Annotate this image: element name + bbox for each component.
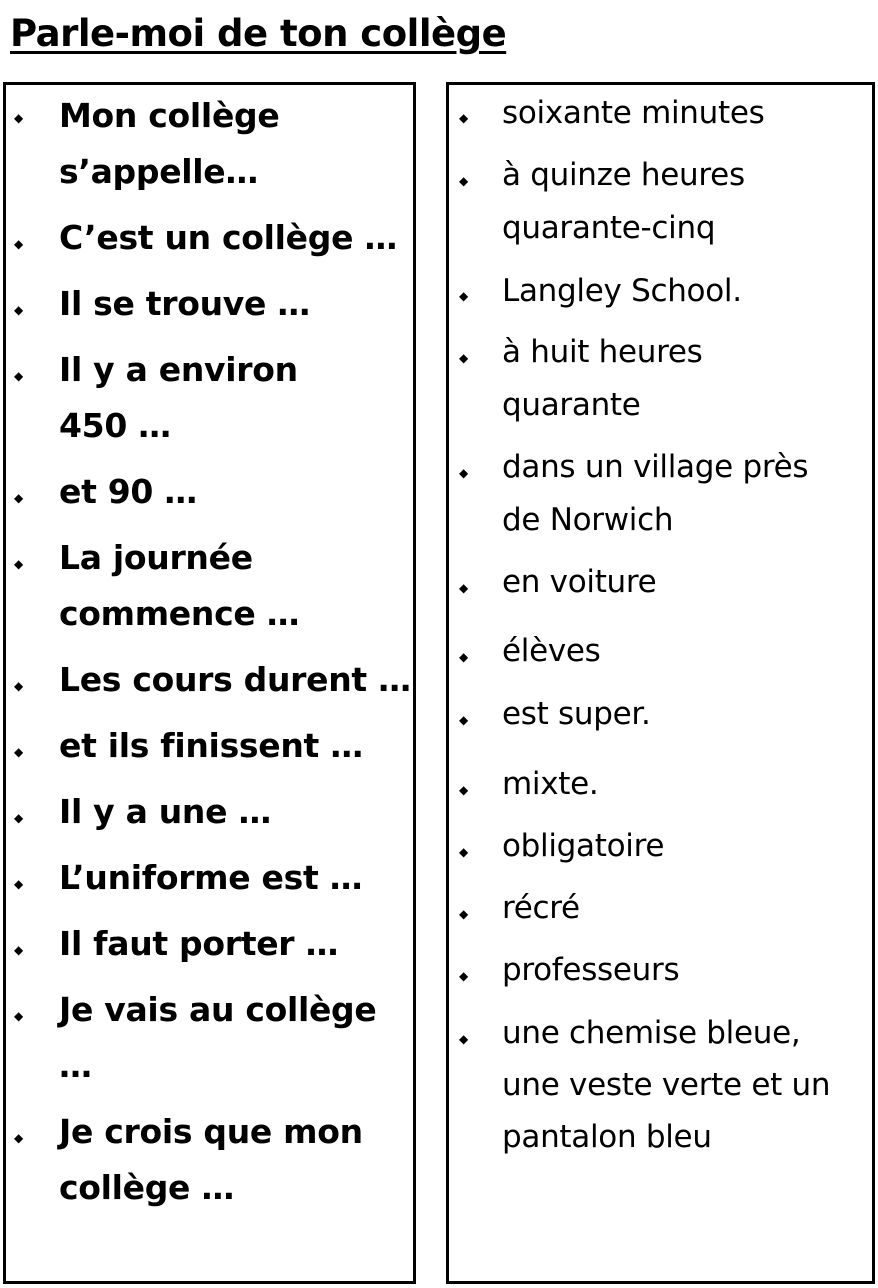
bullet-icon: ◆ — [459, 845, 469, 859]
prompt-item: C’est un collège … — [59, 218, 398, 257]
prompt-item: Je vais au collège — [59, 990, 377, 1029]
answer-item: quarante — [502, 387, 641, 423]
prompt-item: 450 … — [59, 406, 171, 445]
answer-item: à huit heures — [502, 334, 703, 370]
prompt-item: Je crois que mon — [59, 1112, 363, 1151]
bullet-icon: ◆ — [14, 811, 24, 825]
prompt-item: Il faut porter … — [59, 924, 339, 963]
answer-item: de Norwich — [502, 502, 674, 538]
prompt-item: commence … — [59, 594, 300, 633]
bullet-icon: ◆ — [459, 111, 469, 125]
bullet-icon: ◆ — [14, 111, 24, 125]
bullet-icon: ◆ — [14, 303, 24, 317]
answer-item: est super. — [502, 696, 651, 732]
answer-item: professeurs — [502, 952, 680, 988]
bullet-icon: ◆ — [14, 237, 24, 251]
prompt-item: s’appelle… — [59, 152, 259, 191]
answer-item: mixte. — [502, 766, 599, 802]
bullet-icon: ◆ — [459, 351, 469, 365]
bullet-icon: ◆ — [459, 174, 469, 188]
prompt-item: et ils finissent … — [59, 726, 363, 765]
answer-item: élèves — [502, 633, 601, 669]
bullet-icon: ◆ — [459, 969, 469, 983]
answer-item: quarante-cinq — [502, 210, 716, 246]
prompt-item: Il y a environ — [59, 350, 298, 389]
answer-item: soixante minutes — [502, 95, 765, 131]
answer-item: une chemise bleue, — [502, 1015, 801, 1051]
bullet-icon: ◆ — [459, 907, 469, 921]
bullet-icon: ◆ — [459, 581, 469, 595]
bullet-icon: ◆ — [459, 713, 469, 727]
answer-item: en voiture — [502, 564, 657, 600]
prompt-item: et 90 … — [59, 472, 197, 511]
bullet-icon: ◆ — [14, 1131, 24, 1145]
prompt-item: Il y a une … — [59, 792, 272, 831]
prompt-item: Mon collège — [59, 96, 280, 135]
bullet-icon: ◆ — [14, 1009, 24, 1023]
prompt-item: Les cours durent … — [59, 660, 411, 699]
answer-item: dans un village près — [502, 449, 809, 485]
bullet-icon: ◆ — [459, 650, 469, 664]
bullet-icon: ◆ — [459, 289, 469, 303]
prompt-item: La journée — [59, 538, 253, 577]
answer-item: à quinze heures — [502, 157, 745, 193]
answer-item: récré — [502, 890, 580, 926]
bullet-icon: ◆ — [14, 679, 24, 693]
bullet-icon: ◆ — [459, 466, 469, 480]
prompt-item: … — [59, 1046, 92, 1085]
bullet-icon: ◆ — [14, 369, 24, 383]
prompt-item: collège … — [59, 1168, 235, 1207]
answer-item: obligatoire — [502, 828, 665, 864]
answer-item: Langley School. — [502, 273, 742, 309]
page-title: Parle-moi de ton collège — [10, 12, 507, 55]
bullet-icon: ◆ — [14, 943, 24, 957]
bullet-icon: ◆ — [14, 745, 24, 759]
bullet-icon: ◆ — [459, 1032, 469, 1046]
prompt-item: Il se trouve … — [59, 284, 310, 323]
bullet-icon: ◆ — [14, 557, 24, 571]
prompt-item: L’uniforme est … — [59, 858, 363, 897]
answer-item: pantalon bleu — [502, 1119, 712, 1155]
bullet-icon: ◆ — [459, 783, 469, 797]
bullet-icon: ◆ — [14, 491, 24, 505]
bullet-icon: ◆ — [14, 877, 24, 891]
answer-item: une veste verte et un — [502, 1067, 831, 1103]
